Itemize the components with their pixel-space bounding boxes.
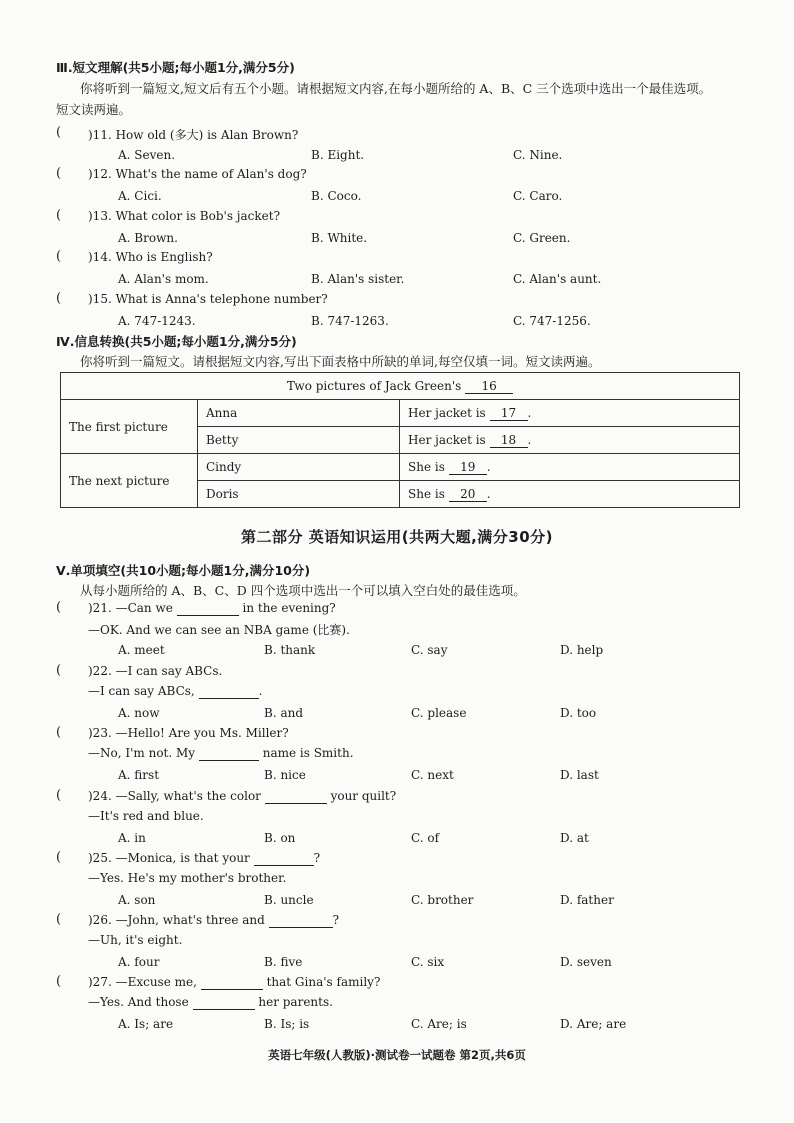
option-a: A. now	[118, 706, 160, 720]
option-b: B. and	[264, 706, 304, 720]
option-d: D. too	[560, 706, 597, 720]
option-b: B. Eight.	[311, 148, 365, 162]
answer-blank-20[interactable]: 20	[449, 487, 487, 502]
option-a: A. 747-1243.	[118, 314, 196, 328]
value-cell: She is 20 .	[400, 481, 740, 508]
option-a: A. first	[118, 768, 160, 782]
option-a: A. Cici.	[118, 189, 162, 203]
option-b: B. five	[264, 955, 303, 969]
answer-blank[interactable]	[177, 601, 239, 616]
line-text: —I can say ABCs,	[88, 684, 195, 698]
answer-blank[interactable]	[201, 975, 263, 990]
question-stem: )13. What color is Bob's jacket?	[88, 209, 281, 223]
question-line	[88, 851, 320, 866]
option-c: C. of	[411, 831, 440, 845]
line-text: )23. —Hello! Are you Ms. Miller?	[88, 726, 289, 740]
option-c: C. Alan's aunt.	[513, 272, 602, 286]
name-cell: Cindy	[198, 454, 400, 481]
line-text: —Uh, it's eight.	[88, 933, 183, 947]
line-text: —No, I'm not. My	[88, 746, 196, 760]
question-line	[88, 601, 336, 616]
answer-paren[interactable]: (	[56, 788, 62, 803]
answer-paren[interactable]: (	[56, 208, 62, 223]
line-text-after: her parents.	[258, 995, 333, 1009]
line-text: )26. —John, what's three and	[88, 913, 265, 927]
page-footer: 英语七年级(人教版)·测试卷一试题卷 第2页,共6页	[268, 1048, 526, 1062]
option-a: A. meet	[118, 643, 165, 657]
answer-paren[interactable]: (	[56, 249, 62, 264]
line-text-after: .	[258, 684, 263, 698]
name-cell: Betty	[198, 427, 400, 454]
option-a: A. Brown.	[118, 231, 178, 245]
question-stem: )11. How old (多大) is Alan Brown?	[88, 128, 299, 142]
question-line	[88, 684, 262, 699]
name-cell: Anna	[198, 400, 400, 427]
table-caption	[61, 373, 740, 400]
option-c: C. brother	[411, 893, 474, 907]
line-text: —Yes. He's my mother's brother.	[88, 871, 287, 885]
section-3-title: Ⅲ.短文理解(共5小题;每小题1分,满分5分)	[56, 60, 295, 75]
part-2-title: 第二部分 英语知识运用(共两大题,满分30分)	[240, 528, 553, 546]
answer-blank[interactable]	[193, 995, 255, 1010]
option-c: C. six	[411, 955, 445, 969]
info-transfer-table	[60, 372, 740, 508]
option-c: C. please	[411, 706, 467, 720]
question-line	[88, 726, 289, 740]
option-d: D. at	[560, 831, 589, 845]
question-line	[88, 975, 380, 990]
question-stem: )12. What's the name of Alan's dog?	[88, 167, 307, 181]
line-text: )24. —Sally, what's the color	[88, 789, 261, 803]
option-c: C. say	[411, 643, 448, 657]
answer-blank[interactable]	[199, 746, 259, 761]
question-line	[88, 933, 182, 947]
value-cell: Her jacket is 18 .	[400, 427, 740, 454]
option-a: A. four	[118, 955, 160, 969]
option-b: B. Alan's sister.	[311, 272, 405, 286]
answer-paren[interactable]: (	[56, 125, 62, 140]
question-stem: )14. Who is English?	[88, 250, 213, 264]
option-b: B. uncle	[264, 893, 314, 907]
option-b: B. nice	[264, 768, 306, 782]
question-line	[88, 621, 350, 638]
answer-blank[interactable]	[254, 851, 314, 866]
line-text-after: ?	[332, 913, 340, 927]
option-c: C. Green.	[513, 231, 571, 245]
question-line	[88, 871, 286, 885]
option-c: C. 747-1256.	[513, 314, 591, 328]
answer-paren[interactable]: (	[56, 663, 62, 678]
option-a: A. Is; are	[118, 1017, 174, 1031]
option-a: A. Seven.	[118, 148, 176, 162]
option-a: A. son	[118, 893, 156, 907]
answer-blank-19[interactable]: 19	[449, 460, 487, 475]
question-line	[88, 995, 333, 1010]
line-text: )22. —I can say ABCs.	[88, 664, 223, 678]
answer-paren[interactable]: (	[56, 166, 62, 181]
line-text: )27. —Excuse me,	[88, 975, 197, 989]
line-text-after: that Gina's family?	[266, 975, 381, 989]
group-label-next: The next picture	[61, 454, 198, 508]
option-b: B. Coco.	[311, 189, 362, 203]
answer-blank-16[interactable]: 16	[465, 379, 513, 394]
option-b: B. thank	[264, 643, 316, 657]
value-cell: She is 19 .	[400, 454, 740, 481]
group-label-first: The first picture	[61, 400, 198, 454]
section-4-title: Ⅳ.信息转换(共5小题;每小题1分,满分5分)	[56, 334, 297, 349]
line-text: )25. —Monica, is that your	[88, 851, 250, 865]
question-line	[88, 789, 396, 804]
table-caption-row	[61, 373, 740, 400]
option-c: C. Nine.	[513, 148, 563, 162]
section-4-instructions: 你将听到一篇短文。请根据短文内容,写出下面表格中所缺的单词,每空仅填一词。短文读两遍。	[80, 354, 601, 369]
table-row	[61, 454, 740, 481]
option-d: D. seven	[560, 955, 612, 969]
section-3-instructions-cont: 短文读两遍。	[56, 102, 132, 117]
answer-blank[interactable]	[265, 789, 327, 804]
option-d: D. help	[560, 643, 604, 657]
answer-paren[interactable]: (	[56, 912, 62, 927]
option-a: A. in	[118, 831, 146, 845]
question-line	[88, 809, 204, 823]
line-text: —OK. And we can see an NBA game (比赛).	[88, 623, 350, 637]
answer-paren[interactable]: (	[56, 291, 62, 306]
answer-paren[interactable]: (	[56, 600, 62, 615]
section-3-instructions: 你将听到一篇短文,短文后有五个小题。请根据短文内容,在每小题所给的 A、B、C 三个选项中选出一个最佳选项。	[80, 81, 712, 96]
section-5-title: Ⅴ.单项填空(共10小题;每小题1分,满分10分)	[56, 563, 311, 578]
line-text-after: name is Smith.	[262, 746, 354, 760]
table-row	[61, 400, 740, 427]
line-text-after: in the evening?	[242, 601, 336, 615]
answer-blank[interactable]	[269, 913, 333, 928]
answer-paren[interactable]: (	[56, 850, 62, 865]
answer-paren[interactable]: (	[56, 725, 62, 740]
answer-blank[interactable]	[199, 684, 259, 699]
option-a: A. Alan's mom.	[118, 272, 209, 286]
question-stem: )15. What is Anna's telephone number?	[88, 292, 328, 306]
option-b: B. on	[264, 831, 296, 845]
option-d: D. father	[560, 893, 614, 907]
section-5-instructions: 从每小题所给的 A、B、C、D 四个选项中选出一个可以填入空白处的最佳选项。	[80, 583, 526, 598]
answer-blank-18[interactable]: 18	[490, 433, 528, 448]
line-text: —It's red and blue.	[88, 809, 204, 823]
value-cell: Her jacket is 17 .	[400, 400, 740, 427]
line-text-after: your quilt?	[330, 789, 397, 803]
answer-blank-17[interactable]: 17	[490, 406, 528, 421]
line-text: —Yes. And those	[88, 995, 189, 1009]
line-text-after: ?	[313, 851, 321, 865]
option-b: B. White.	[311, 231, 368, 245]
option-b: B. 747-1263.	[311, 314, 389, 328]
answer-paren[interactable]: (	[56, 974, 62, 989]
question-line	[88, 664, 222, 678]
option-c: C. Are; is	[411, 1017, 467, 1031]
question-line	[88, 913, 339, 928]
name-cell: Doris	[198, 481, 400, 508]
line-text: )21. —Can we	[88, 601, 173, 615]
option-d: D. last	[560, 768, 599, 782]
option-d: D. Are; are	[560, 1017, 627, 1031]
option-c: C. next	[411, 768, 454, 782]
question-line	[88, 746, 354, 761]
caption-text: Two pictures of Jack Green's	[286, 378, 462, 393]
option-b: B. Is; is	[264, 1017, 310, 1031]
option-c: C. Caro.	[513, 189, 563, 203]
